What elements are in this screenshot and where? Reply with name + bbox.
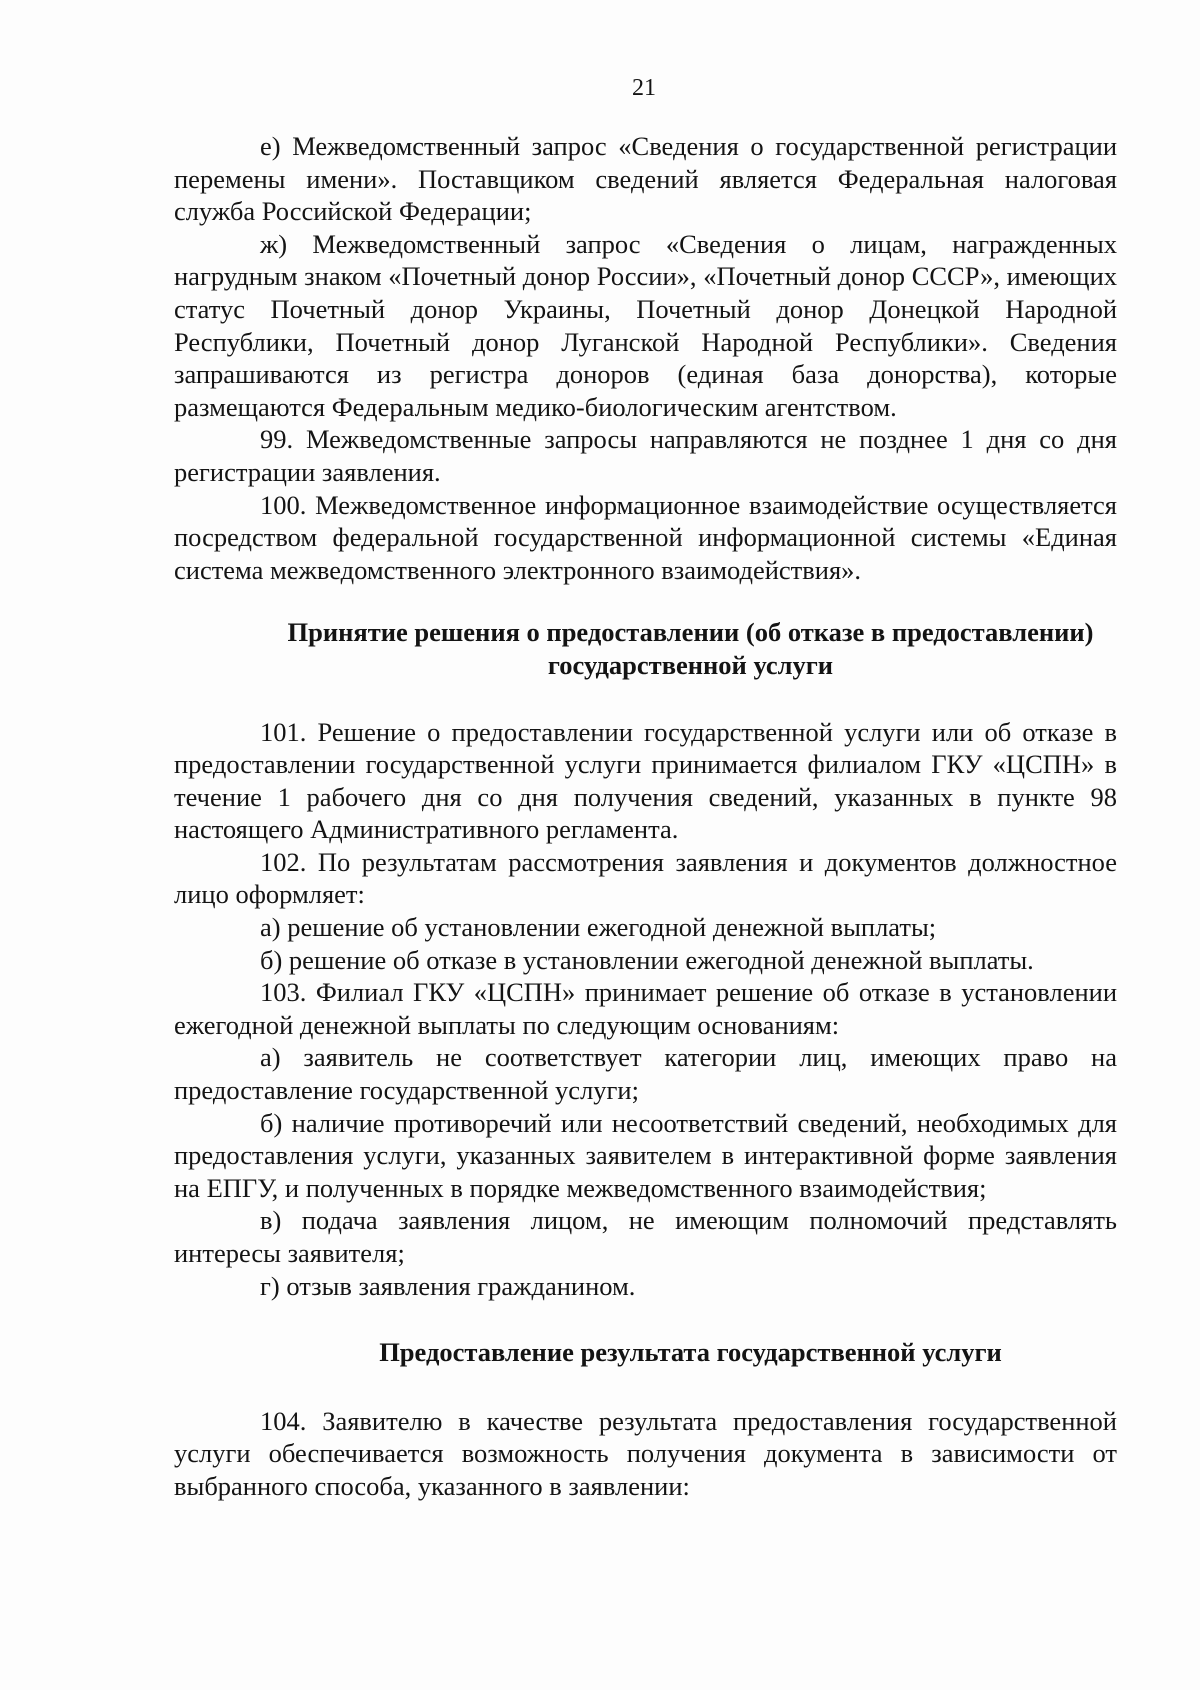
paragraph-100: 100. Межведомственное информационное взаимодействие осуществляется посредством федеральной государственной информационной системы «Единая система межведомственного электронного взаимодействия».: [174, 489, 1117, 585]
paragraph-103-v: в) подача заявления лицом, не имеющим полномочий представлять интересы заявителя;: [174, 1205, 1117, 1268]
paragraph-103-g: г) отзыв заявления гражданином.: [260, 1270, 636, 1301]
paragraph-item-e: е) Межведомственный запрос «Сведения о государственной регистрации перемены имени». Поставщиком сведений является Федеральная налоговая служба Российской Федерации;: [174, 131, 1117, 227]
paragraph-102-b: б) решение об отказе в установлении ежегодной денежной выплаты.: [260, 944, 1034, 975]
section-heading-result: Предоставление результата государственной услуги: [379, 1337, 1002, 1368]
page-number: 21: [632, 75, 656, 101]
paragraph-104: 104. Заявителю в качестве результата предоставления государственной услуги обеспечивается возможность получения документа в зависимости от выбранного способа, указанного в заявлении:: [174, 1405, 1117, 1501]
paragraph-item-zh: ж) Межведомственный запрос «Сведения о лицам, награжденных нагрудным знаком «Почетный донор России», «Почетный донор СССР», имеющих статус Почетный донор Украины, Почетный донор Донецкой Народной Республики, Почетный донор Луганской Народной Республики». Сведения запрашиваются из регистра доноров (единая база донорства), которые размещаются Федеральным медико-биологическим агентством.: [174, 228, 1117, 422]
paragraph-102: 102. По результатам рассмотрения заявления и документов должностное лицо оформляет:: [174, 846, 1117, 910]
paragraph-99: 99. Межведомственные запросы направляются не позднее 1 дня со дня регистрации заявления.: [174, 424, 1117, 487]
paragraph-103-b: б) наличие противоречий или несоответствий сведений, необходимых для предоставления услуги, указанных заявителем в интерактивной форме заявления на ЕПГУ, и полученных в порядке межведомственного взаимодействия;: [174, 1107, 1117, 1203]
section-heading-decision: Принятие решения о предоставлении (об отказе в предоставлении) государственной услуги: [287, 617, 1094, 680]
paragraph-103: 103. Филиал ГКУ «ЦСПН» принимает решение об отказе в установлении ежегодной денежной выплаты по следующим основаниям:: [174, 977, 1117, 1040]
paragraph-102-a: а) решение об установлении ежегодной денежной выплаты;: [260, 912, 937, 943]
document-body: [174, 130, 1117, 1503]
paragraph-103-a: а) заявитель не соответствует категории лиц, имеющих право на предоставление государственной услуги;: [174, 1042, 1117, 1106]
paragraph-101: 101. Решение о предоставлении государственной услуги или об отказе в предоставлении государственной услуги принимается филиалом ГКУ «ЦСПН» в течение 1 рабочего дня со дня получения сведений, указанных в пункте 98 настоящего Административного регламента.: [174, 716, 1117, 845]
